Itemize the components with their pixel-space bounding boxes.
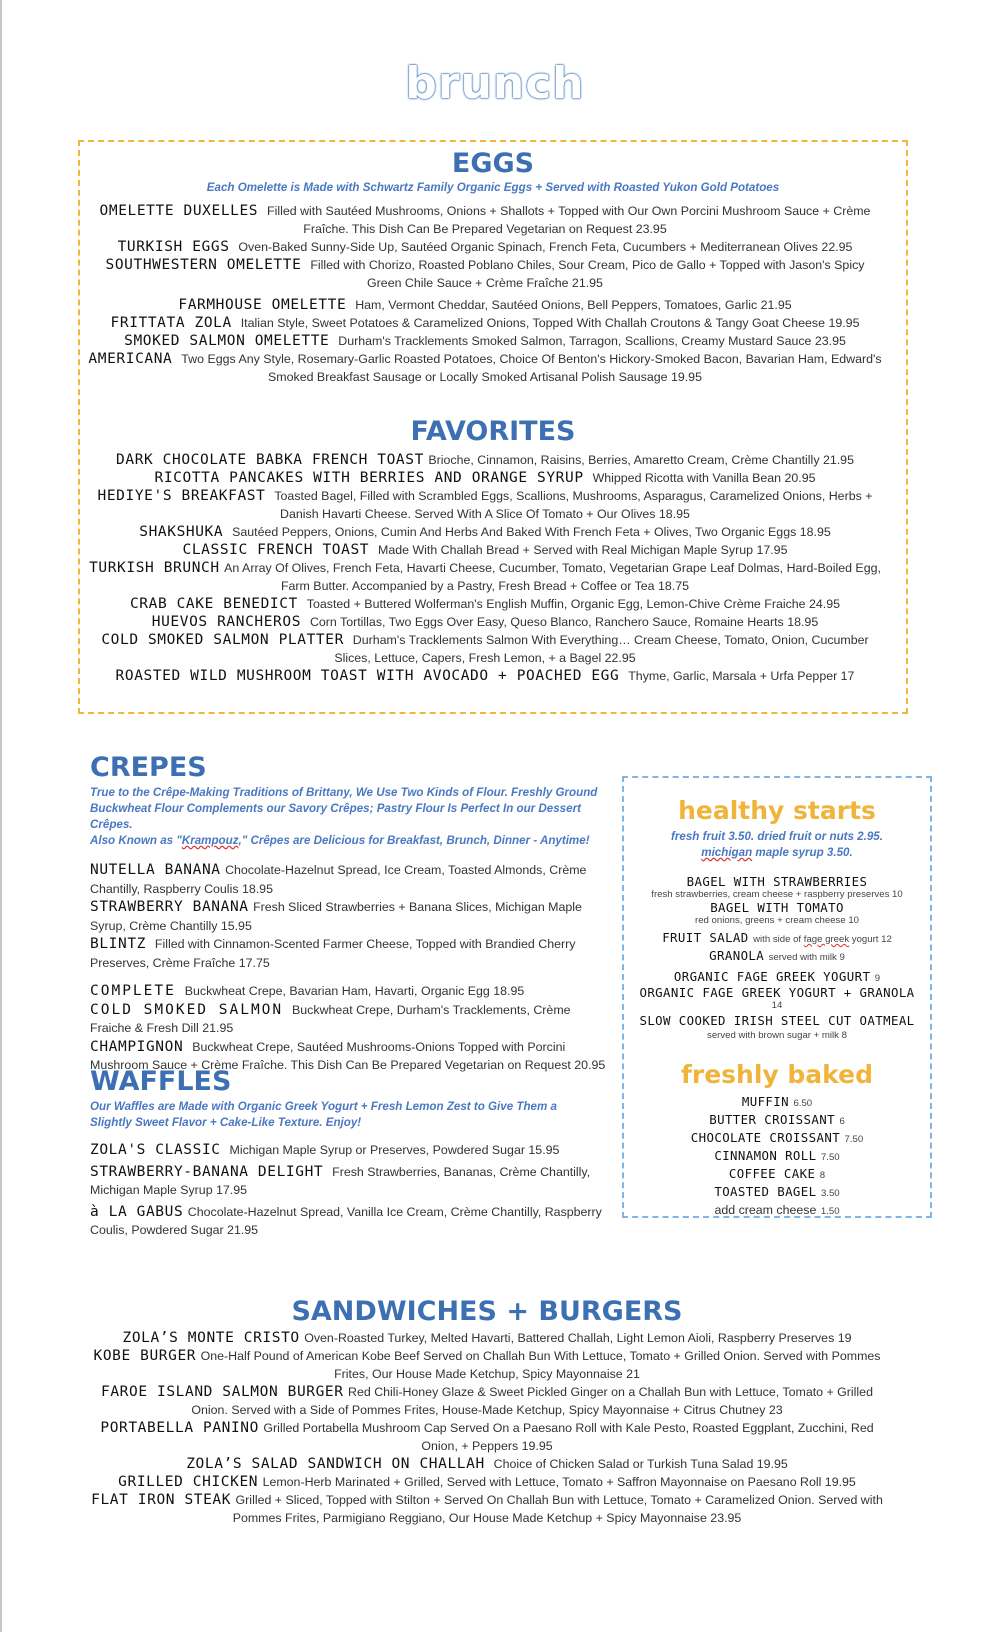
item-name: SLOW COOKED IRISH STEEL CUT OATMEAL	[639, 1013, 915, 1028]
menu-title: brunch	[405, 58, 585, 109]
item-desc: Brioche, Cinnamon, Raisins, Berries, Amaretto Cream, Crème Chantilly 21.95	[428, 453, 854, 467]
item-name: KOBE BURGER	[93, 1348, 197, 1364]
item-name: DARK CHOCOLATE BABKA FRENCH TOAST	[116, 452, 424, 468]
item-desc: Red Chili-Honey Glaze & Sweet Pickled Ginger on a Challah Bun with Lettuce, Tomato + Grilled Onion. Served with a Side of Pommes Frites, House-Made Ketchup, Spicy Mayonnaise + Citrus Chutney 23	[191, 1385, 873, 1417]
menu-item	[624, 901, 930, 927]
item-name: RICOTTA PANCAKES WITH BERRIES AND ORANGE SYRUP	[154, 470, 584, 486]
item-name: HEDIYE'S BREAKFAST	[97, 488, 266, 504]
item-name: COFFEE CAKE	[728, 1166, 816, 1181]
crepes-note-line: Buckwheat Flour Complements our Savory Crêpes; Pastry Flour Is Perfect In our Dessert Crêpes.	[90, 802, 581, 831]
item-name: ORGANIC FAGE GREEK YOGURT	[673, 969, 871, 984]
note-part: michigan	[701, 846, 753, 859]
item-name: NUTELLA BANANA	[90, 862, 221, 878]
item-name: CHOCOLATE CROISSANT	[690, 1130, 841, 1145]
healthy-baked-box	[622, 776, 932, 1218]
item-name: COLD SMOKED SALMON PLATTER	[101, 632, 344, 648]
item-name: HUEVOS RANCHEROS	[151, 614, 302, 630]
item-name: CHAMPIGNON	[90, 1038, 184, 1055]
item-price: 7.50	[844, 1134, 864, 1145]
item-name: FLAT IRON STEAK	[91, 1492, 232, 1508]
eggs-heading: EGGS	[451, 148, 535, 179]
item-price: 8	[819, 1170, 826, 1181]
item-desc: Corn Tortillas, Two Eggs Over Easy, Queso Blanco, Ranchero Sauce, Romaine Hearts 18.95	[309, 615, 819, 629]
menu-item	[624, 875, 930, 901]
item-name: AMERICANA	[88, 351, 173, 367]
menu-item	[82, 1383, 892, 1419]
item-desc: Toasted Bagel, Filled with Scrambled Eggs, Scallions, Mushrooms, Asparagus, Caramelized Onions, Herbs + Danish Havarti Cheese. Served With A Slice Of Tomato + Our Olives 18.95	[274, 489, 873, 521]
item-name: ZOLA'S CLASSIC	[90, 1142, 221, 1158]
menu-item	[624, 1165, 930, 1183]
item-name: FAROE ISLAND SALMON BURGER	[101, 1384, 344, 1400]
item-name: MUFFIN	[741, 1094, 790, 1109]
item-desc: Chocolate-Hazelnut Spread, Vanilla Ice Cream, Crème Chantilly, Raspberry Coulis, Powdered Sugar 21.95	[90, 1204, 602, 1237]
item-name: ZOLA’S SALAD SANDWICH ON CHALLAH	[186, 1456, 485, 1472]
menu-item	[624, 1093, 930, 1111]
item-price: 1.50	[820, 1206, 840, 1217]
crepes-note	[90, 785, 608, 849]
desc-part: yogurt 12	[849, 934, 892, 945]
note-part: ," Crêpes are Delicious for Breakfast, Brunch, Dinner - Anytime!	[238, 834, 590, 847]
eggs-favorites-box	[78, 140, 908, 714]
menu-item	[82, 1419, 892, 1455]
crepes-heading: CREPES	[90, 752, 207, 783]
healthy-section	[624, 778, 930, 1042]
healthy-note-line: fresh fruit 3.50. dried fruit or nuts 2.95.	[671, 830, 883, 843]
item-desc: Lemon-Herb Marinated + Grilled, Served with Lettuce, Tomato + Saffron Mayonnaise on Paesano Roll 19.95	[262, 1475, 856, 1489]
menu-item	[82, 1455, 892, 1473]
item-name: SOUTHWESTERN OMELETTE	[105, 257, 302, 273]
waffles-heading: WAFFLES	[90, 1066, 232, 1097]
waffles-section	[90, 1066, 608, 1240]
item-name: ORGANIC FAGE GREEK YOGURT + GRANOLA	[639, 985, 915, 1000]
eggs-note: Each Omelette is Made with Schwartz Family Organic Eggs + Served with Roasted Yukon Gold Potatoes	[206, 181, 780, 194]
menu-item	[624, 1129, 930, 1147]
desc-part: fage greek	[803, 934, 850, 945]
note-part: Krampouz	[181, 834, 239, 847]
item-price: 3.50	[820, 1188, 840, 1199]
item-name: COMPLETE	[90, 983, 176, 999]
item-desc: Toasted + Buttered Wolferman's English Muffin, Organic Egg, Lemon-Chive Crème Fraiche 24.95	[306, 597, 841, 611]
menu-item	[90, 898, 608, 935]
menu-item	[88, 541, 882, 559]
healthy-note-line	[624, 845, 930, 861]
menu-item	[90, 935, 608, 972]
item-desc: Whipped Ricotta with Vanilla Bean 20.95	[592, 471, 816, 485]
item-desc: Grilled + Sliced, Topped with Stilton + Served On Challah Bun with Lettuce, Tomato + Caramelized Onion. Served with Pommes Frites, Parmigiano Reggiano, Our House Made Ketchup + Spicy Mayonnaise 23.95	[232, 1493, 883, 1525]
item-name: TURKISH BRUNCH	[89, 560, 220, 576]
healthy-note	[624, 829, 930, 861]
menu-item	[90, 1001, 608, 1038]
sandwiches-heading: SANDWICHES + BURGERS	[291, 1296, 683, 1327]
item-desc: Durham's Tracklements Salmon With Everything… Cream Cheese, Tomato, Onion, Cucumber Slices, Lettuce, Capers, Fresh Lemon, + a Bagel 22.95	[334, 633, 869, 665]
menu-item	[624, 947, 930, 965]
item-name: TOASTED BAGEL	[714, 1184, 817, 1199]
item-desc: Grilled Portabella Mushroom Cap Served On a Paesano Roll with Kale Pesto, Roasted Eggplant, Zucchini, Red Onion, + Peppers 19.95	[263, 1421, 874, 1453]
item-desc: Oven-Baked Sunny-Side Up, Sautéed Organic Spinach, French Feta, Cucumbers + Mediterranean Olives 22.95	[238, 240, 853, 254]
item-name: FARMHOUSE OMELETTE	[178, 297, 347, 313]
menu-item	[624, 1183, 930, 1201]
item-desc: Italian Style, Sweet Potatoes & Caramelized Onions, Topped With Challah Croutons & Tangy Goat Cheese 19.95	[240, 316, 860, 330]
item-price: 6	[839, 1116, 845, 1127]
item-desc: Durham's Tracklements Smoked Salmon, Tarragon, Scallions, Creamy Mustard Sauce 23.95	[338, 334, 846, 348]
menu-item	[88, 523, 882, 541]
sandwiches-section	[82, 1296, 892, 1527]
item-name: TURKISH EGGS	[117, 239, 230, 255]
favorites-heading: FAVORITES	[410, 416, 576, 447]
menu-item	[88, 595, 882, 613]
item-name: FRITTATA ZOLA	[110, 315, 232, 331]
item-desc: An Array Of Olives, French Feta, Havarti Cheese, Cucumber, Tomato, Vegetarian Grape Leaf Dolmas, Hard-Boiled Egg, Farm Butter. Accompanied by a Pastry, Fresh Bread + Coffee or Tea 18.75	[224, 561, 881, 593]
item-desc: Fresh Strawberries, Bananas, Crème Chantilly, Michigan Maple Syrup 17.95	[90, 1164, 591, 1197]
item-desc: Made With Challah Bread + Served with Real Michigan Maple Syrup 17.95	[378, 543, 788, 557]
menu-item	[88, 202, 882, 238]
item-desc: Ham, Vermont Cheddar, Sautéed Onions, Bell Peppers, Tomatoes, Garlic 21.95	[355, 298, 792, 312]
item-price: 6.50	[793, 1098, 813, 1109]
crepes-savory-list	[90, 982, 608, 1075]
healthy-list	[624, 875, 930, 1042]
item-name: BAGEL WITH STRAWBERRIES	[686, 874, 868, 889]
crepes-section	[90, 752, 608, 1075]
note-part: Also Known as "	[90, 834, 182, 847]
menu-item	[90, 982, 608, 1001]
desc-part: with side of	[753, 934, 804, 945]
item-name: BLINTZ	[90, 936, 146, 952]
menu-item	[88, 332, 882, 350]
item-name: STRAWBERRY BANANA	[90, 899, 249, 915]
item-desc: Filled with Cinnamon-Scented Farmer Cheese, Topped with Brandied Cherry Preserves, Crème Fraîche 17.75	[90, 937, 576, 970]
item-desc: Filled with Chorizo, Roasted Poblano Chiles, Sour Cream, Pico de Gallo + Topped with Jason's Spicy Green Chile Sauce + Crème Fraîche 21.95	[310, 258, 865, 290]
favorites-list	[88, 451, 882, 685]
item-desc: Michigan Maple Syrup or Preserves, Powdered Sugar 15.95	[229, 1143, 560, 1157]
note-part: maple syrup 3.50.	[752, 846, 853, 859]
item-name: SMOKED SALMON OMELETTE	[124, 333, 330, 349]
item-name: SHAKSHUKA	[139, 524, 224, 540]
menu-item	[88, 296, 882, 314]
menu-item	[88, 631, 882, 667]
menu-item	[90, 861, 608, 898]
item-desc	[753, 934, 892, 945]
menu-item	[88, 350, 882, 386]
menu-item	[88, 487, 882, 523]
item-name: CLASSIC FRENCH TOAST	[182, 542, 370, 558]
page-edge	[0, 0, 2, 1632]
baked-list	[624, 1093, 930, 1219]
item-desc: Two Eggs Any Style, Rosemary-Garlic Roasted Potatoes, Choice Of Benton's Hickory-Smoked Bacon, Bavarian Ham, Edward's Smoked Breakfast Sausage or Locally Smoked Artisanal Polish Sausage 19.95	[181, 352, 882, 384]
item-name: ZOLA’S MONTE CRISTO	[122, 1330, 300, 1346]
menu-item	[624, 1014, 930, 1042]
item-name: ROASTED WILD MUSHROOM TOAST WITH AVOCADO + POACHED EGG	[115, 668, 620, 684]
item-name: add cream cheese	[714, 1203, 817, 1217]
item-desc: fresh strawberries, cream cheese + raspberry preserves 10	[651, 889, 903, 900]
waffles-note: Our Waffles are Made with Organic Greek Yogurt + Fresh Lemon Zest to Give Them a Slightly Sweet Flavor + Cake-Like Texture. Enjoy!	[90, 1100, 557, 1129]
item-desc: Filled with Sautéed Mushrooms, Onions + Shallots + Topped with Our Own Porcini Mushroom Sauce + Crème Fraîche. This Dish Can Be Prepared Vegetarian on Request 23.95	[267, 204, 871, 236]
crepes-sweet-list	[90, 861, 608, 972]
menu-item	[624, 1147, 930, 1165]
item-name: COLD SMOKED SALMON	[90, 1001, 284, 1018]
menu-item	[82, 1473, 892, 1491]
item-name: GRILLED CHICKEN	[118, 1474, 259, 1490]
menu-item	[88, 559, 882, 595]
eggs-list	[88, 202, 882, 386]
item-desc: Thyme, Garlic, Marsala + Urfa Pepper 17	[628, 669, 855, 683]
item-price: 9	[874, 973, 881, 984]
item-name: STRAWBERRY-BANANA DELIGHT	[90, 1163, 324, 1180]
menu-item	[624, 929, 930, 947]
menu-item	[90, 1203, 608, 1240]
menu-item	[624, 1111, 930, 1129]
menu-item	[88, 314, 882, 332]
item-name: PORTABELLA PANINO	[100, 1420, 259, 1436]
menu-item	[88, 451, 882, 469]
waffles-list	[90, 1141, 608, 1240]
eggs-section	[80, 148, 906, 386]
item-desc: Oven-Roasted Turkey, Melted Havarti, Battered Challah, Light Lemon Aioli, Raspberry Preserves 19	[304, 1331, 852, 1345]
item-price: 14	[771, 1000, 783, 1011]
item-desc: Buckwheat Crepe, Sautéed Mushrooms-Onions Topped with Porcini Mushroom Sauce + Crème Fraîche. This Dish Can Be Prepared Vegetarian on Request 20.95	[90, 1039, 606, 1072]
menu-item	[90, 1141, 608, 1160]
crepes-note-line: True to the Crêpe-Making Traditions of Brittany, We Use Two Kinds of Flour. Freshly Ground	[90, 786, 598, 799]
item-name: OMELETTE DUXELLES	[99, 203, 259, 219]
item-desc: Buckwheat Crepe, Bavarian Ham, Havarti, Organic Egg 18.95	[184, 984, 525, 998]
item-name: BAGEL WITH TOMATO	[710, 900, 844, 915]
item-name: FRUIT SALAD	[662, 930, 749, 945]
item-desc: Buckwheat Crepe, Durham's Tracklements, Crème Fraiche & Fresh Dill 21.95	[90, 1002, 571, 1035]
item-desc: Sautéed Peppers, Onions, Cumin And Herbs And Baked With French Feta + Olives, Two Organic Eggs 18.95	[232, 525, 831, 539]
menu-item	[88, 613, 882, 631]
item-desc: red onions, greens + cream cheese 10	[695, 915, 859, 926]
item-desc: One-Half Pound of American Kobe Beef Served on Challah Bun With Lettuce, Tomato + Grilled Onion. Served with Pommes Frites, Our House Made Ketchup, Spicy Mayonnaise 21	[200, 1349, 881, 1381]
menu-item	[88, 469, 882, 487]
baked-heading: freshly baked	[681, 1060, 873, 1089]
item-desc: Choice of Chicken Salad or Turkish Tuna Salad 19.95	[493, 1457, 788, 1471]
favorites-section	[80, 416, 906, 685]
menu-item	[88, 667, 882, 685]
baked-section	[624, 1060, 930, 1219]
item-name: à LA GABUS	[90, 1203, 184, 1220]
menu-item	[90, 1163, 608, 1200]
menu-item	[82, 1491, 892, 1527]
item-desc: served with brown sugar + milk 8	[707, 1030, 847, 1041]
healthy-heading: healthy starts	[678, 796, 876, 825]
menu-item	[624, 1201, 930, 1219]
menu-item	[88, 238, 882, 256]
item-name: GRANOLA	[709, 948, 765, 963]
item-desc: Chocolate-Hazelnut Spread, Ice Cream, Toasted Almonds, Crème Chantilly, Raspberry Coulis 18.95	[90, 863, 587, 896]
item-price: 7.50	[820, 1152, 840, 1163]
sandwiches-list	[82, 1329, 892, 1527]
menu-item	[624, 986, 930, 1012]
menu-item	[624, 968, 930, 986]
item-name: BUTTER CROISSANT	[709, 1112, 835, 1127]
item-name: CINNAMON ROLL	[714, 1148, 817, 1163]
menu-item	[88, 256, 882, 292]
item-desc: Fresh Sliced Strawberries + Banana Slices, Michigan Maple Syrup, Crème Chantilly 15.95	[90, 900, 582, 933]
menu-item	[82, 1329, 892, 1347]
crepes-note-line	[90, 833, 608, 849]
menu-item	[82, 1347, 892, 1383]
item-desc: served with milk 9	[768, 952, 845, 963]
item-name: CRAB CAKE BENEDICT	[129, 596, 298, 612]
